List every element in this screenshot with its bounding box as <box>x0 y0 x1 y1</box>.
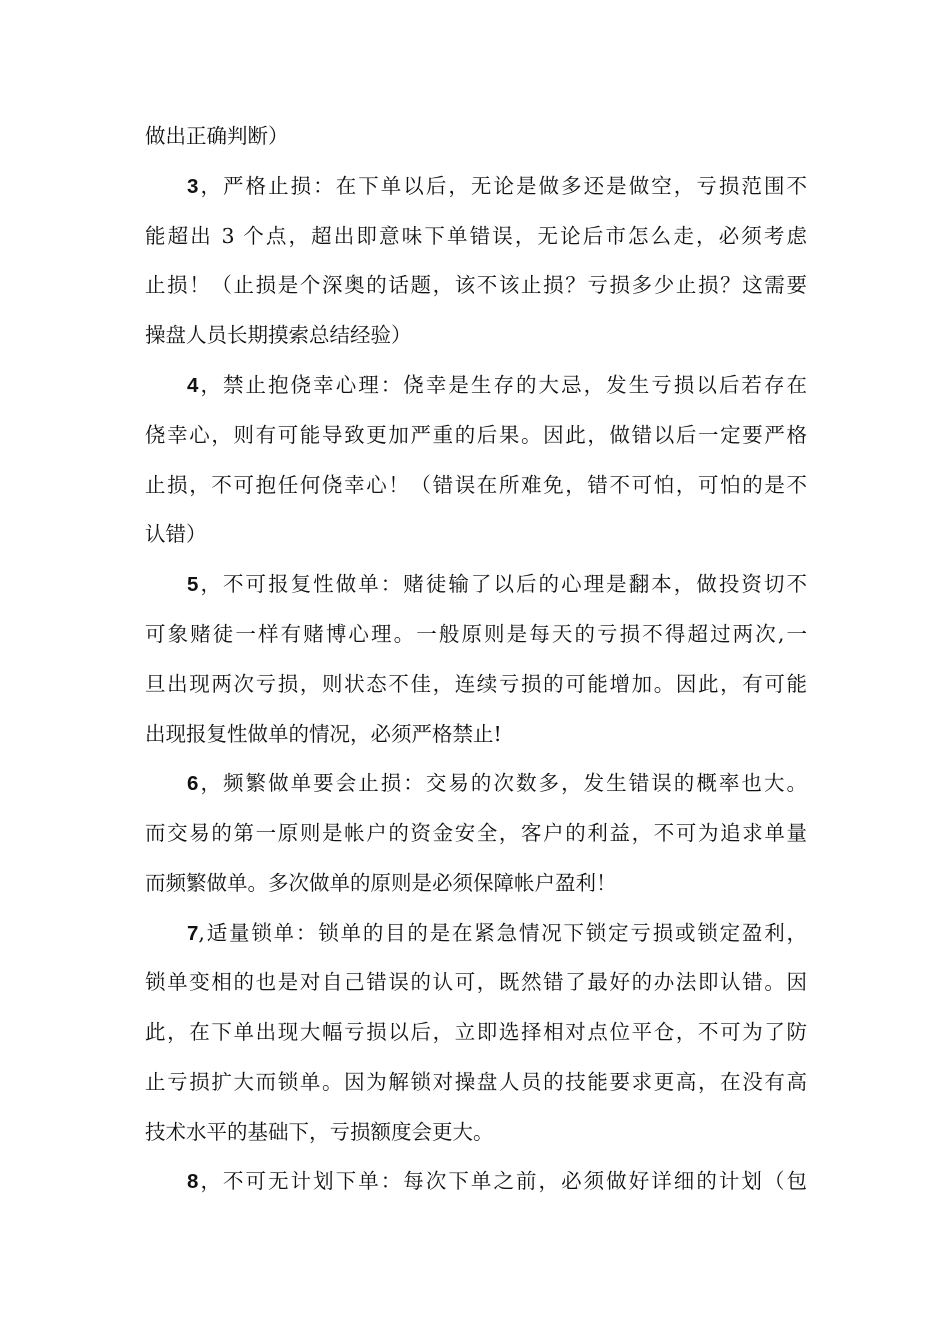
text-line: 技术水平的基础下，亏损额度会更大。 <box>145 1120 494 1144</box>
text-line: 做出正确判断） <box>145 124 289 148</box>
text-fragment: ,适量锁单：锁单的目的是在紧急情况下锁定亏损或锁定盈利， <box>198 921 807 945</box>
text-line: 止亏损扩大而锁单。因为解锁对操盘人员的技能要求更高，在没有高 <box>145 1070 807 1094</box>
text-line: 操盘人员长期摸索总结经验） <box>145 323 412 347</box>
text-line: 止损！（止损是个深奥的话题，该不该止损？亏损多少止损？这需要 <box>145 273 807 297</box>
item-number: 8 <box>187 1170 199 1193</box>
text-line: 而交易的第一原则是帐户的资金安全，客户的利益，不可为追求单量 <box>145 821 807 845</box>
list-item-5-first-line <box>187 568 807 600</box>
text-line: 侥幸心，则有可能导致更加严重的后果。因此，做错以后一定要严格 <box>145 423 807 447</box>
list-item-6-first-line <box>187 767 807 799</box>
item-number: 6 <box>187 772 199 795</box>
text-fragment: ，禁止抱侥幸心理：侥幸是生存的大忌，发生亏损以后若存在 <box>198 373 807 397</box>
item-number: 4 <box>187 374 199 397</box>
text-line: 旦出现两次亏损，则状态不佳，连续亏损的可能增加。因此，有可能 <box>145 672 807 696</box>
list-item-3-first-line <box>187 170 807 202</box>
list-item-8-first-line <box>187 1165 807 1197</box>
text-fragment: ，严格止损：在下单以后，无论是做多还是做空，亏损范围不 <box>198 174 807 198</box>
text-line: 认错） <box>145 522 207 546</box>
text-line: 锁单变相的也是对自己错误的认可，既然错了最好的办法即认错。因 <box>145 970 807 994</box>
item-number: 7 <box>187 922 199 945</box>
item-number: 3 <box>187 175 199 198</box>
list-item-7-first-line <box>187 917 807 949</box>
list-item-4-first-line <box>187 369 807 401</box>
text-line: 而频繁做单。多次做单的原则是必须保障帐户盈利！ <box>145 871 617 895</box>
text-line: 能超出 3 个点，超出即意味下单错误，无论后市怎么走，必须考虑 <box>145 224 807 248</box>
text-line: 止损，不可抱任何侥幸心！（错误在所难免，错不可怕，可怕的是不 <box>145 473 807 497</box>
text-line: 此，在下单出现大幅亏损以后，立即选择相对点位平仓，不可为了防 <box>145 1020 807 1044</box>
text-line: 可象赌徒一样有赌博心理。一般原则是每天的亏损不得超过两次,一 <box>145 622 807 646</box>
text-fragment: ，频繁做单要会止损：交易的次数多，发生错误的概率也大。 <box>198 771 807 795</box>
item-number: 5 <box>187 573 199 596</box>
text-fragment: ，不可无计划下单：每次下单之前，必须做好详细的计划（包 <box>198 1169 807 1193</box>
text-fragment: ，不可报复性做单：赌徒输了以后的心理是翻本，做投资切不 <box>198 572 807 596</box>
text-line: 出现报复性做单的情况，必须严格禁止! <box>145 722 502 746</box>
